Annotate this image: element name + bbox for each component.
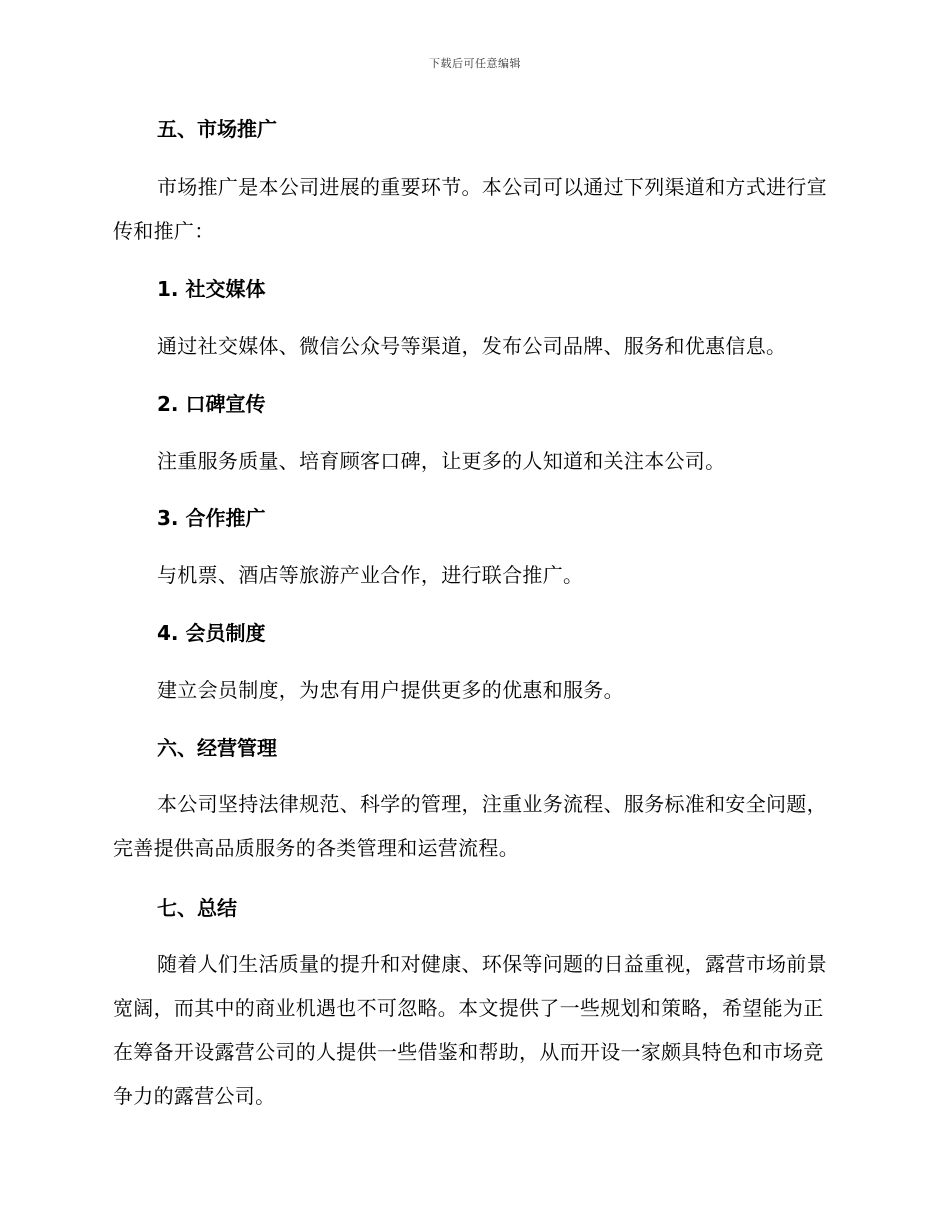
item-3-text: 与机票、酒店等旅游产业合作，进行联合推广。	[157, 563, 584, 587]
item-4-title: 4. 会员制度	[157, 621, 266, 645]
section-7-title: 七、总结	[157, 896, 237, 920]
section-7-text: 随着人们生活质量的提升和对健康、环保等问题的日益重视，露营市场前景宽阔，而其中的商业机遇也不可忽略。本文提供了一些规划和策略，希望能为正在筹备开设露营公司的人提供一些借鉴和帮助，从而开设一家颇具特色和市场竞争力的露营公司。	[113, 952, 827, 1108]
item-2-title: 2. 口碑宣传	[157, 392, 266, 416]
item-2-text: 注重服务质量、培育顾客口碑，让更多的人知道和关注本公司。	[157, 449, 726, 473]
item-1-title: 1. 社交媒体	[157, 277, 266, 301]
section-6-text: 本公司坚持法律规范、科学的管理，注重业务流程、服务标准和安全问题，完善提供高品质服务的各类管理和运营流程。	[113, 792, 827, 860]
section-5-title: 五、市场推广	[157, 117, 277, 141]
item-4-text: 建立会员制度，为忠有用户提供更多的优惠和服务。	[157, 678, 624, 702]
item-3-title: 3. 合作推广	[157, 506, 266, 530]
item-1-text: 通过社交媒体、微信公众号等渠道，发布公司品牌、服务和优惠信息。	[157, 334, 787, 358]
header-note: 下载后可任意编辑	[429, 57, 521, 70]
section-5-intro: 市场推广是本公司进展的重要环节。本公司可以通过下列渠道和方式进行宣传和推广：	[113, 175, 827, 243]
section-6-title: 六、经营管理	[157, 736, 277, 760]
